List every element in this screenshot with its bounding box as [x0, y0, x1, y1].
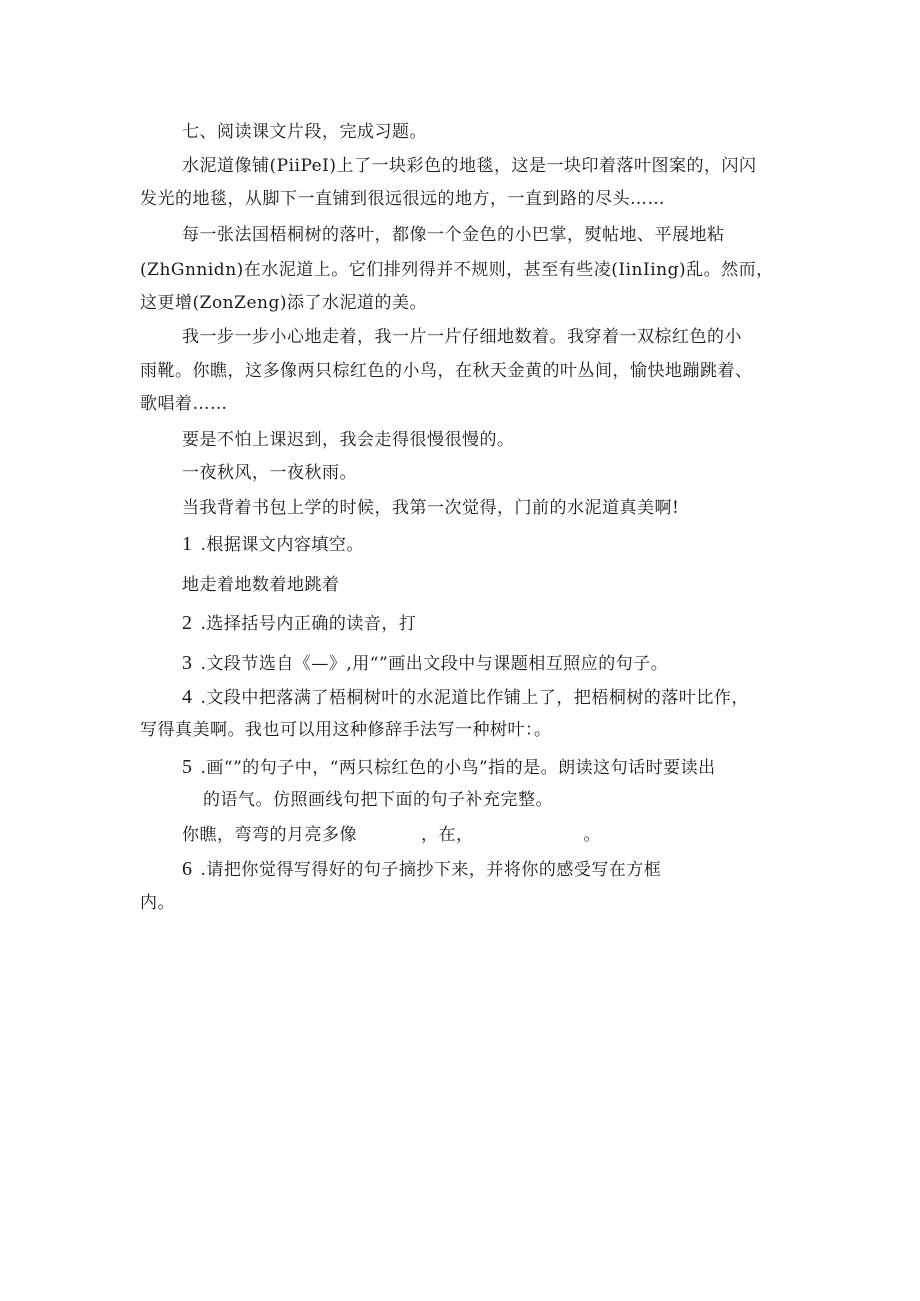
question-3 [182, 651, 668, 676]
passage-p4: 要是不怕上课迟到，我会走得很慢很慢的。 [182, 430, 515, 450]
question-5-fill [182, 823, 601, 847]
question-6-line1 [182, 857, 661, 882]
question-5-line2: 的语气。仿照画线句把下面的句子补充完整。 [203, 790, 553, 810]
passage-p2-line2: (ZhGnnidn)在水泥道上。它们排列得并不规则，甚至有些凌(IinIing)乱。然而， [140, 260, 774, 280]
question-number: 1 [182, 533, 193, 555]
section-title: 七、阅读课文片段，完成习题。 [182, 122, 427, 142]
question-4-line1 [182, 685, 749, 710]
question-4-line2: 写得真美啊。我也可以用这种修辞手法写一种树叶：。 [140, 720, 552, 740]
passage-p3-line3: 歌唱着…… [140, 394, 228, 414]
question-number: 6 [182, 858, 193, 880]
question-text: .选择括号内正确的读音，打 [200, 614, 417, 634]
question-number: 4 [182, 686, 193, 708]
passage-p6: 当我背着书包上学的时候，我第一次觉得，门前的水泥道真美啊! [182, 498, 680, 518]
passage-p2-line1: 每一张法国梧桐树的落叶，都像一个金色的小巴掌，熨帖地、平展地粘 [182, 225, 725, 245]
passage-p2-line3: 这更增(ZonZeng)添了水泥道的美。 [140, 293, 427, 313]
question-number: 2 [182, 612, 193, 634]
passage-p3-line2: 雨靴。你瞧，这多像两只棕红色的小鸟，在秋天金黄的叶丛间，愉快地蹦跳着、 [140, 361, 753, 381]
question-text: .文段节选自《—》,用“”画出文段中与课题相互照应的句子。 [200, 654, 669, 674]
question-number: 5 [182, 756, 193, 778]
passage-p1-line1: 水泥道像铺(PiiPeI)上了一块彩色的地毯，这是一块印着落叶图案的，闪闪 [182, 156, 757, 176]
question-6-line2: 内。 [140, 893, 175, 913]
question-text: .根据课文内容填空。 [200, 535, 364, 555]
fill-prompt: 你瞧，弯弯的月亮多像 [182, 825, 357, 845]
question-2 [182, 611, 416, 636]
question-1 [182, 532, 364, 557]
fill-prompt: ，在， [421, 825, 474, 845]
passage-p5: 一夜秋风，一夜秋雨。 [182, 463, 357, 483]
passage-p1-line2: 发光的地毯，从脚下一直铺到很远很远的地方，一直到路的尽头…… [140, 189, 665, 209]
question-1-fill: 地走着地数着地跳着 [182, 575, 340, 595]
passage-p3-line1: 我一步一步小心地走着，我一片一片仔细地数着。我穿着一双棕红色的小 [182, 327, 742, 347]
question-5-line1 [182, 755, 716, 780]
question-text: .请把你觉得写得好的句子摘抄下来，并将你的感受写在方框 [200, 860, 662, 880]
question-text: .文段中把落满了梧桐树叶的水泥道比作铺上了，把梧桐树的落叶比作， [200, 688, 749, 708]
question-number: 3 [182, 652, 193, 674]
fill-prompt: 。 [583, 825, 601, 845]
question-text: .画“”的句子中，“两只棕红色的小鸟”指的是。朗读这句话时要读出 [200, 758, 716, 778]
